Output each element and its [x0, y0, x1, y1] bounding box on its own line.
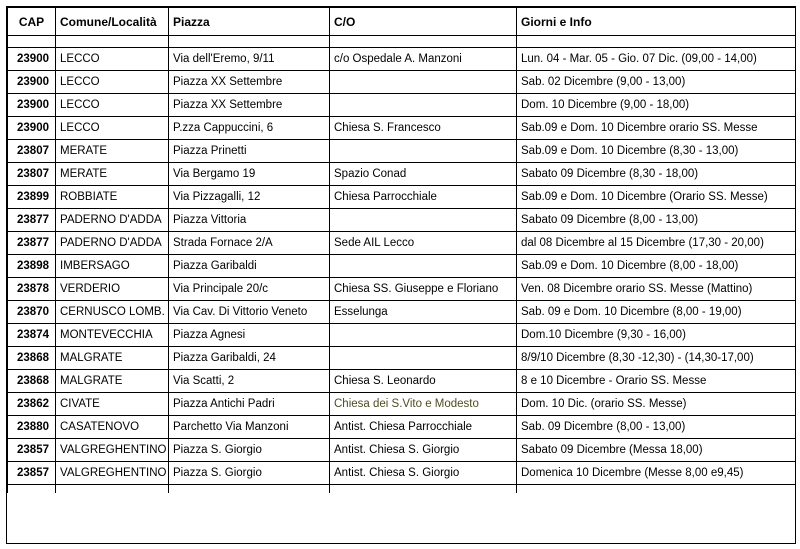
co-cell	[330, 324, 517, 347]
co-cell: Chiesa dei S.Vito e Modesto	[330, 393, 517, 416]
cap-cell: 23878	[8, 278, 56, 301]
co-cell: c/o Ospedale A. Manzoni	[330, 48, 517, 71]
comune-cell: CIVATE	[56, 393, 169, 416]
schedule-sheet	[6, 6, 796, 544]
cap-cell: 23807	[8, 140, 56, 163]
co-cell: Chiesa Parrocchiale	[330, 186, 517, 209]
comune-cell: VALGREGHENTINO	[56, 462, 169, 485]
comune-cell: MONTEVECCHIA	[56, 324, 169, 347]
cap-cell: 23807	[8, 163, 56, 186]
piazza-cell: Piazza Prinetti	[169, 140, 330, 163]
cap-cell: 23880	[8, 416, 56, 439]
giorni-cell: Domenica 10 Dicembre (Messe 8,00 e9,45)	[517, 462, 796, 485]
co-cell: Antist. Chiesa S. Giorgio	[330, 439, 517, 462]
comune-cell: VALGREGHENTINO	[56, 439, 169, 462]
piazza-cell: Piazza S. Giorgio	[169, 462, 330, 485]
cap-cell: 23868	[8, 347, 56, 370]
giorni-cell: Sab.09 e Dom. 10 Dicembre (8,00 - 18,00)	[517, 255, 796, 278]
piazza-cell: Piazza Garibaldi, 24	[169, 347, 330, 370]
spacer-cell	[8, 36, 56, 48]
giorni-cell: Sab. 02 Dicembre (9,00 - 13,00)	[517, 71, 796, 94]
cap-cell: 23874	[8, 324, 56, 347]
co-cell	[330, 71, 517, 94]
spacer-cell	[169, 36, 330, 48]
piazza-cell: Via Cav. Di Vittorio Veneto	[169, 301, 330, 324]
co-cell: Sede AIL Lecco	[330, 232, 517, 255]
co-cell: Antist. Chiesa Parrocchiale	[330, 416, 517, 439]
table-row	[8, 94, 796, 117]
table-row	[8, 209, 796, 232]
comune-cell: PADERNO D'ADDA	[56, 209, 169, 232]
giorni-cell: Sabato 09 Dicembre (8,00 - 13,00)	[517, 209, 796, 232]
piazza-cell: Via Bergamo 19	[169, 163, 330, 186]
co-cell: Chiesa S. Francesco	[330, 117, 517, 140]
table-row	[8, 416, 796, 439]
table-row	[8, 393, 796, 416]
piazza-cell: Piazza XX Settembre	[169, 71, 330, 94]
co-cell	[330, 140, 517, 163]
header-co: C/O	[330, 8, 517, 36]
table-row	[8, 186, 796, 209]
giorni-cell: Dom. 10 Dicembre (9,00 - 18,00)	[517, 94, 796, 117]
cap-cell: 23870	[8, 301, 56, 324]
cap-cell: 23900	[8, 48, 56, 71]
cap-cell: 23899	[8, 186, 56, 209]
cap-cell: 23900	[8, 94, 56, 117]
spacer-cell	[517, 36, 796, 48]
piazza-cell: Via dell'Eremo, 9/11	[169, 48, 330, 71]
spacer-cell	[517, 485, 796, 494]
spacer-cell	[330, 36, 517, 48]
comune-cell: MALGRATE	[56, 370, 169, 393]
header-piazza: Piazza	[169, 8, 330, 36]
cap-cell: 23900	[8, 117, 56, 140]
table-row	[8, 232, 796, 255]
comune-cell: LECCO	[56, 71, 169, 94]
piazza-cell: P.zza Cappuccini, 6	[169, 117, 330, 140]
spacer-cell	[8, 485, 56, 494]
co-cell	[330, 255, 517, 278]
giorni-cell: Dom.10 Dicembre (9,30 - 16,00)	[517, 324, 796, 347]
piazza-cell: Piazza XX Settembre	[169, 94, 330, 117]
piazza-cell: Piazza Garibaldi	[169, 255, 330, 278]
co-cell: Esselunga	[330, 301, 517, 324]
header-giorni: Giorni e Info	[517, 8, 796, 36]
giorni-cell: Sab.09 e Dom. 10 Dicembre orario SS. Messe	[517, 117, 796, 140]
co-cell	[330, 94, 517, 117]
table-row	[8, 324, 796, 347]
comune-cell: ROBBIATE	[56, 186, 169, 209]
giorni-cell: Ven. 08 Dicembre orario SS. Messe (Mattino)	[517, 278, 796, 301]
cap-cell: 23898	[8, 255, 56, 278]
co-cell	[330, 209, 517, 232]
giorni-cell: Sab. 09 Dicembre (8,00 - 13,00)	[517, 416, 796, 439]
table-row	[8, 163, 796, 186]
giorni-cell: Sabato 09 Dicembre (8,30 - 18,00)	[517, 163, 796, 186]
spacer-cell	[56, 36, 169, 48]
table-row	[8, 117, 796, 140]
table-row	[8, 301, 796, 324]
co-cell	[330, 347, 517, 370]
comune-cell: VERDERIO	[56, 278, 169, 301]
cap-cell: 23857	[8, 439, 56, 462]
cap-cell: 23857	[8, 462, 56, 485]
piazza-cell: Piazza Agnesi	[169, 324, 330, 347]
comune-cell: LECCO	[56, 48, 169, 71]
cap-cell: 23877	[8, 209, 56, 232]
table-row	[8, 439, 796, 462]
spacer-cell	[169, 485, 330, 494]
cap-cell: 23900	[8, 71, 56, 94]
piazza-cell: Piazza Vittoria	[169, 209, 330, 232]
cap-cell: 23868	[8, 370, 56, 393]
cap-cell: 23862	[8, 393, 56, 416]
piazza-cell: Via Principale 20/c	[169, 278, 330, 301]
header-comune: Comune/Località	[56, 8, 169, 36]
comune-cell: CASATENOVO	[56, 416, 169, 439]
comune-cell: MERATE	[56, 163, 169, 186]
co-cell: Chiesa S. Leonardo	[330, 370, 517, 393]
table-row	[8, 278, 796, 301]
spacer-cell	[330, 485, 517, 494]
piazza-cell: Piazza S. Giorgio	[169, 439, 330, 462]
comune-cell: MALGRATE	[56, 347, 169, 370]
piazza-cell: Via Scatti, 2	[169, 370, 330, 393]
giorni-cell: Sab.09 e Dom. 10 Dicembre (8,30 - 13,00)	[517, 140, 796, 163]
table-row	[8, 347, 796, 370]
co-cell: Chiesa SS. Giuseppe e Floriano	[330, 278, 517, 301]
comune-cell: LECCO	[56, 117, 169, 140]
header-cap: CAP	[8, 8, 56, 36]
comune-cell: MERATE	[56, 140, 169, 163]
cap-cell: 23877	[8, 232, 56, 255]
giorni-cell: Sab.09 e Dom. 10 Dicembre (Orario SS. Messe)	[517, 186, 796, 209]
table-row	[8, 370, 796, 393]
giorni-cell: Sab. 09 e Dom. 10 Dicembre (8,00 - 19,00)	[517, 301, 796, 324]
giorni-cell: 8/9/10 Dicembre (8,30 -12,30) - (14,30-17,00)	[517, 347, 796, 370]
table-row	[8, 48, 796, 71]
piazza-cell: Parchetto Via Manzoni	[169, 416, 330, 439]
giorni-cell: Dom. 10 Dic. (orario SS. Messe)	[517, 393, 796, 416]
spacer-row	[8, 36, 796, 48]
co-cell: Spazio Conad	[330, 163, 517, 186]
table-row	[8, 462, 796, 485]
comune-cell: LECCO	[56, 94, 169, 117]
co-cell: Antist. Chiesa S. Giorgio	[330, 462, 517, 485]
schedule-table	[7, 7, 796, 493]
giorni-cell: Sabato 09 Dicembre (Messa 18,00)	[517, 439, 796, 462]
table-row	[8, 140, 796, 163]
table-row	[8, 71, 796, 94]
comune-cell: CERNUSCO LOMB.	[56, 301, 169, 324]
table-row	[8, 255, 796, 278]
piazza-cell: Piazza Antichi Padri	[169, 393, 330, 416]
giorni-cell: 8 e 10 Dicembre - Orario SS. Messe	[517, 370, 796, 393]
bottom-spacer-row	[8, 485, 796, 494]
giorni-cell: dal 08 Dicembre al 15 Dicembre (17,30 - 20,00)	[517, 232, 796, 255]
comune-cell: IMBERSAGO	[56, 255, 169, 278]
giorni-cell: Lun. 04 - Mar. 05 - Gio. 07 Dic. (09,00 - 14,00)	[517, 48, 796, 71]
piazza-cell: Via Pizzagalli, 12	[169, 186, 330, 209]
piazza-cell: Strada Fornace 2/A	[169, 232, 330, 255]
spacer-cell	[56, 485, 169, 494]
header-row	[8, 8, 796, 36]
comune-cell: PADERNO D'ADDA	[56, 232, 169, 255]
